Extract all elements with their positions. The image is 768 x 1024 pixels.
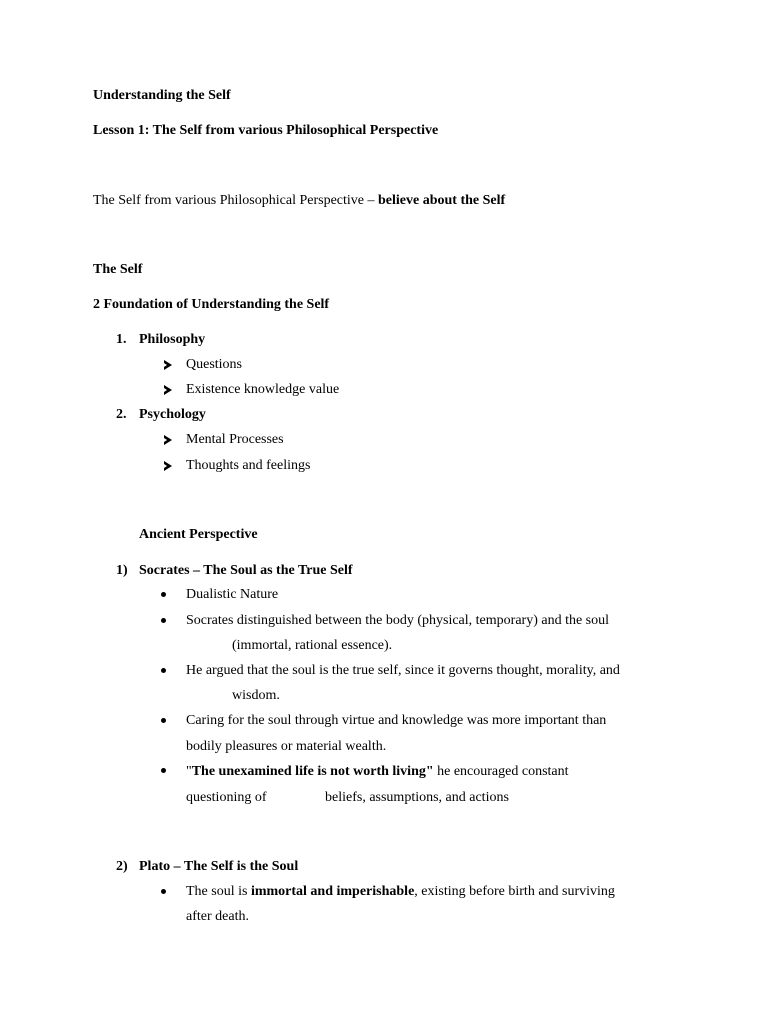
plato-heading: Plato – The Self is the Soul (139, 859, 299, 874)
list-number: 1) (116, 563, 128, 578)
quote-rest: he encouraged constant (433, 764, 569, 779)
arrow-bullet-icon (164, 435, 172, 445)
list-number: 2. (116, 407, 127, 422)
socrates-heading: Socrates – The Soul as the True Self (139, 563, 353, 578)
lesson-heading: Lesson 1: The Self from various Philosophical Perspective (93, 123, 439, 138)
list-item: Dualistic Nature (186, 587, 279, 602)
arrow-bullet-icon (164, 461, 172, 471)
intro-bold: believe about the Self (378, 193, 506, 208)
socrates-quote (186, 763, 569, 781)
intro-text: The Self from various Philosophical Perspective – (93, 193, 378, 208)
bullet-icon (161, 592, 166, 597)
list-item-continuation: after death. (186, 909, 249, 924)
section-heading-self: The Self (93, 262, 143, 277)
quote-continuation-b: beliefs, assumptions, and actions (325, 790, 509, 805)
quote-continuation-a: questioning of (186, 790, 267, 805)
list-item: Existence knowledge value (186, 382, 340, 397)
arrow-bullet-icon (164, 385, 172, 395)
document-title: Understanding the Self (93, 88, 231, 103)
list-number: 2) (116, 859, 128, 874)
list-item: Questions (186, 357, 242, 372)
bullet-icon (161, 618, 166, 623)
bullet-icon (161, 718, 166, 723)
plato-post: , existing before birth and surviving (414, 884, 615, 899)
quote-open: " (186, 764, 192, 779)
foundation-heading: 2 Foundation of Understanding the Self (93, 297, 330, 312)
bullet-icon (161, 768, 166, 773)
plato-pre: The soul is (186, 884, 251, 899)
foundation-item-psychology: Psychology (139, 407, 206, 422)
bullet-icon (161, 889, 166, 894)
bullet-icon (161, 668, 166, 673)
list-item-continuation: (immortal, rational essence). (232, 638, 393, 653)
list-item: Socrates distinguished between the body (physical, temporary) and the soul (186, 613, 610, 628)
intro-paragraph (93, 192, 505, 210)
plato-bullet (186, 883, 615, 901)
list-item: Mental Processes (186, 432, 284, 447)
plato-bold: immortal and imperishable (250, 884, 415, 899)
list-number: 1. (116, 332, 127, 347)
ancient-perspective-heading: Ancient Perspective (139, 527, 258, 542)
list-item-continuation: bodily pleasures or material wealth. (186, 739, 387, 754)
arrow-bullet-icon (164, 360, 172, 370)
list-item: Thoughts and feelings (186, 458, 311, 473)
list-item: Caring for the soul through virtue and knowledge was more important than (186, 713, 607, 728)
quote-bold: The unexamined life is not worth living" (191, 764, 434, 779)
list-item-continuation: wisdom. (232, 688, 280, 703)
foundation-item-philosophy: Philosophy (139, 332, 206, 347)
list-item: He argued that the soul is the true self, since it governs thought, morality, and (186, 663, 620, 678)
